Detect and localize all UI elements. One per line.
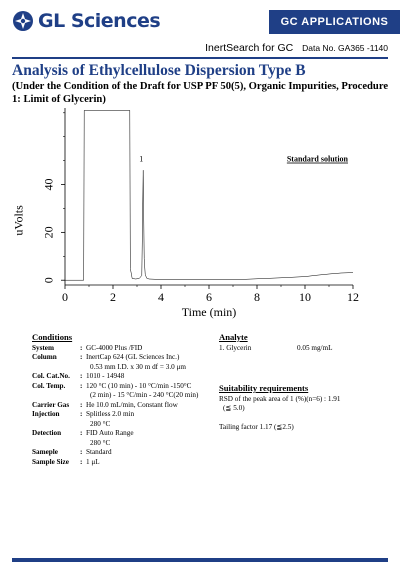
condition-value: InertCap 624 (GL Sciences Inc.) <box>86 353 180 361</box>
analyte-block <box>219 333 389 432</box>
condition-colon: : <box>80 372 83 380</box>
analyte-heading: Analyte <box>219 332 248 342</box>
condition-key <box>32 439 80 449</box>
peak-label: 1 <box>139 154 144 164</box>
analyte-row <box>219 344 389 354</box>
condition-row <box>32 420 240 430</box>
condition-row <box>32 439 240 449</box>
header-rule <box>12 57 388 59</box>
condition-key: Detection <box>32 429 62 437</box>
condition-row <box>32 344 240 354</box>
condition-key: Carrier Gas <box>32 400 70 409</box>
condition-key: System <box>32 343 54 352</box>
x-axis-label: Time (min) <box>181 305 237 319</box>
y-tick-label: 20 <box>41 226 56 239</box>
app-banner: GC APPLICATIONS <box>269 10 400 34</box>
condition-colon: : <box>80 343 83 352</box>
condition-key: Column <box>32 353 57 361</box>
condition-row <box>32 363 240 373</box>
chromatogram-chart <box>0 100 400 325</box>
condition-value: GC-4000 Plus /FID <box>86 343 143 352</box>
condition-row <box>32 401 240 411</box>
data-number: Data No. GA365 -1140 <box>302 43 388 53</box>
condition-row <box>32 410 240 420</box>
condition-row <box>32 372 240 382</box>
condition-key: Sample Size <box>32 457 69 466</box>
condition-value: Standard <box>86 448 112 456</box>
x-tick-label: 2 <box>110 290 116 304</box>
condition-colon: : <box>80 448 83 456</box>
condition-colon: : <box>80 457 83 466</box>
brand-name: GL Sciences <box>38 10 161 32</box>
condition-colon: : <box>80 381 83 390</box>
condition-value: 1010 - 14948 <box>86 372 125 380</box>
condition-key: Col. Cat.No. <box>32 372 70 380</box>
chart-annotation: Standard solution <box>286 154 348 164</box>
condition-row <box>32 458 240 468</box>
x-tick-label: 4 <box>158 290 164 304</box>
gl-logo-icon <box>12 10 34 32</box>
x-tick-label: 0 <box>62 290 68 304</box>
condition-key: Sameple <box>32 448 58 456</box>
condition-row <box>32 382 240 392</box>
subheader <box>205 42 388 54</box>
footer-rule <box>12 558 388 562</box>
condition-colon: : <box>80 353 83 361</box>
condition-row <box>32 353 240 363</box>
y-axis-label: uVolts <box>11 205 26 236</box>
chromatogram-trace <box>65 110 353 280</box>
x-tick-label: 12 <box>347 290 359 304</box>
condition-value: Splitless 2.0 min <box>86 410 135 418</box>
condition-value: 1 μL <box>86 457 100 466</box>
condition-value: 0.53 mm I.D. x 30 m df = 3.0 μm <box>90 362 186 371</box>
analyte-concentration: 0.05 mg/mL <box>297 343 333 352</box>
page-subtitle: (Under the Condition of the Draft for USP PF 50(5), Organic Impurities, Procedure 1: Limit of Glycerin) <box>12 81 389 105</box>
conditions-block <box>32 333 240 467</box>
x-tick-label: 6 <box>206 290 212 304</box>
x-tick-label: 8 <box>254 290 260 304</box>
brand-logo <box>12 10 160 32</box>
y-tick-label: 40 <box>41 178 56 191</box>
condition-key: Injection <box>32 410 60 418</box>
x-tick-label: 10 <box>299 290 311 304</box>
suitability-tailing: Tailing factor 1.17 (≦2.5) <box>219 422 294 431</box>
condition-row <box>32 448 240 458</box>
product-line: InertSearch for GC <box>205 42 294 54</box>
condition-key <box>32 363 80 373</box>
condition-value: 280 °C <box>90 419 111 428</box>
condition-value: 280 °C <box>90 438 111 447</box>
condition-row <box>32 391 240 401</box>
condition-value: 120 °C (10 min) - 10 °C/min -150°C <box>86 381 192 390</box>
header-bar <box>0 0 400 40</box>
page-title: Analysis of Ethylcellulose Dispersion Type B <box>12 62 306 79</box>
y-tick-label: 0 <box>41 277 56 284</box>
condition-colon: : <box>80 429 83 437</box>
suitability-heading: Suitability requirements <box>219 383 309 393</box>
condition-key: Col. Temp. <box>32 381 66 390</box>
condition-colon: : <box>80 400 83 409</box>
condition-value: He 10.0 mL/min, Constant flow <box>86 400 178 409</box>
condition-key <box>32 420 80 430</box>
condition-value: (2 min) - 15 °C/min - 240 °C(20 min) <box>90 391 199 399</box>
condition-key <box>32 391 80 401</box>
analyte-name: 1. Glycerin <box>219 343 252 352</box>
condition-value: FID Auto Range <box>86 429 134 437</box>
conditions-heading: Conditions <box>32 332 73 342</box>
condition-colon: : <box>80 410 83 418</box>
suitability-rsd: RSD of the peak area of 1 (%)(n=6) : 1.91 <box>219 394 341 403</box>
condition-row <box>32 429 240 439</box>
suitability-rsd-limit: (≦ 5.0) <box>223 404 245 412</box>
